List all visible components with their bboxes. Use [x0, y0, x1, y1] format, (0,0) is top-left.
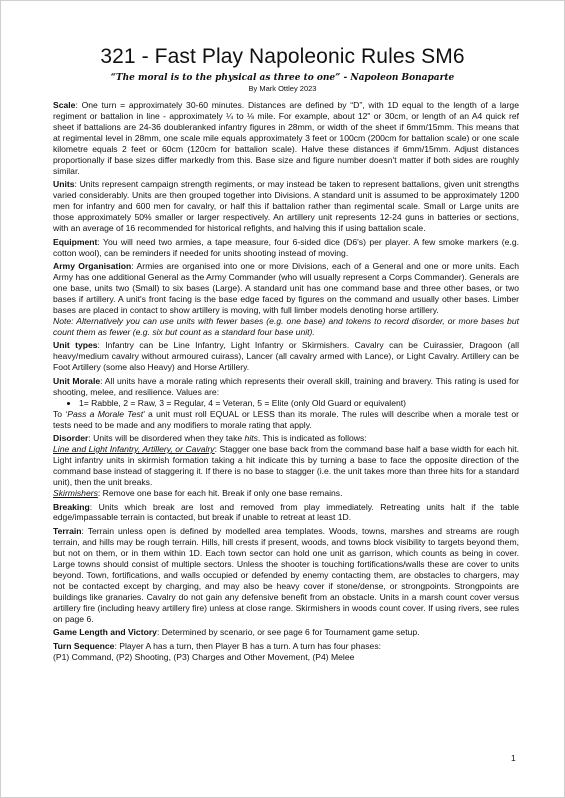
morale-text: : All units have a morale rating which represents their overall skill, training and bravery. This rating is used for shooting, melee, and resilience. Values are: — [53, 375, 519, 397]
disorder-text-b: . This is indicated as follows: — [257, 433, 367, 444]
types-text: : Infantry can be Line Infantry, Light Infantry or Skirmishers. Cavalry can be Cuirassier, Dragoon (all heavy/medium cavalry without armoured cuirass), Lancer (all cavalry armed with Lance), or Light Cavalry. Artillery can be Foot Artillery (some also Heavy) and Horse Artillery. — [53, 340, 519, 373]
section-units — [53, 179, 519, 234]
disorder-text-a: : Units will be disordered when they take — [88, 433, 245, 444]
disorder-line-text: : Stagger one base back from the command base half a base width for each hit. Light infantry units in skirmish formation taking a hit indicate this by turning a base to face the opposite direction of the command base instead of staggering it. If there is no base to stagger (i.e. the unit takes more than three hits for a standard unit), then the unit breaks. — [53, 444, 519, 488]
section-breaking — [53, 502, 519, 524]
section-army-organisation — [53, 261, 519, 338]
organisation-note: Note: Alternatively you can use units with fewer bases (e.g. one base) and tokens to record disorder, or more bases but count them as fewer (e.g. six but count as a standard four base unit). — [53, 315, 519, 337]
disorder-hits-term: hits — [244, 433, 258, 444]
section-disorder — [53, 433, 519, 499]
disorder-heading: Disorder — [53, 433, 89, 444]
morale-test-term: Pass a Morale Test — [67, 408, 144, 419]
page-number: 1 — [511, 753, 516, 763]
section-unit-types — [53, 340, 519, 373]
morale-test-prefix: To ‘ — [53, 408, 68, 419]
scale-text: : One turn = approximately 30-60 minutes. Distances are defined by “D”, with 1D equal to the length of a large regiment or battalion in line - approximately ¼ to ⅛ mile. For example, about 12" or 30cm, or length of an A4 quick ref sheet if battalions are 24-36 doubleranked infantry figures in 28mm, or width of the sheet if 6mm/15mm. This means that at regimental level in 28mm, one scale mile equals approximately 3 feet or 100cm (200cm for battalion scale) or one scale kilometre equals 2 feet or 60cm (120cm for battalion scale). Halve these distances if 6mm/15mm. Adjust distances proportionally if base sizes differ markedly from this. Base size and figure number doesn't matter if both sides are roughly similar. — [53, 100, 519, 176]
types-heading: Unit types — [53, 340, 98, 351]
breaking-text: : Units which break are lost and removed from play immediately. Retreating units halt if the table edge/impassable terrain is contacted, but break if unable to retreat at least 1D. — [53, 501, 519, 523]
section-scale — [53, 100, 519, 177]
length-heading: Game Length and Victory — [53, 627, 157, 638]
sequence-text: : Player A has a turn, then Player B has a turn. A turn has four phases: — [114, 640, 382, 651]
morale-list — [53, 398, 519, 409]
disorder-skirmisher-label: Skirmishers — [53, 487, 98, 498]
section-unit-morale — [53, 376, 519, 431]
section-turn-sequence — [53, 641, 519, 663]
length-text: : Determined by scenario, or see page 6 for Tournament game setup. — [156, 627, 420, 638]
organisation-heading: Army Organisation — [53, 261, 132, 272]
terrain-text: : Terrain unless open is defined by modelled area templates. Woods, towns, marshes and streams are rough terrain, and hills may be rough terrain. Hills, hill crests if present, woods, and towns block visibility to targets beyond them, but not on them, or in them within 1D. Each town sector can hold one unit as garrison, which counts as being in cover. Large towns should consist of multiple sectors. Unless the shooter is touching fortifications/walls these are cover to units beyond. Town, fortifications, and walls occupied or defended by enemy contacting them, are obstacles to chargers, may not be contacted except by charging, and may also be heavy cover if stone/dense, or strongpoints. Strongpoints are buildings like granaries. Cavalry do not gain any defensive benefit from an obstacle. Units in a marsh count cover versus artillery fire (including heavy artillery fire) unless at close range. Skirmishers in woods count cover. If using rivers, see rules on page 6. — [53, 526, 519, 624]
scale-heading: Scale — [53, 100, 76, 110]
units-heading: Units — [53, 179, 75, 190]
terrain-heading: Terrain — [53, 526, 82, 537]
rules-body — [53, 100, 519, 665]
disorder-line-label: Line and Light Infantry, Artillery, or Cavalry — [53, 444, 215, 455]
section-equipment — [53, 237, 519, 259]
breaking-heading: Breaking — [53, 501, 90, 512]
sequence-heading: Turn Sequence — [53, 640, 115, 651]
section-game-length — [53, 627, 519, 638]
page-title: 321 - Fast Play Napoleonic Rules SM6 — [100, 45, 465, 68]
equipment-text: : You will need two armies, a tape measure, four 6-sided dice (D6's) per player. A few smoke markers (e.g. cotton wool), can be reminders if needed for units shooting instead of moving. — [53, 236, 519, 258]
morale-values-item: • 1= Rabble, 2 = Raw, 3 = Regular, 4 = Veteran, 5 = Elite (only Old Guard or equivalent) — [79, 398, 519, 409]
author-byline: By Mark Ottley 2023 — [248, 84, 317, 93]
morale-test-text: ’ a unit must roll EQUAL or LESS than its morale. The rules will describe when a morale test or tests need to be made and any modifiers to morale rating that apply. — [53, 408, 519, 430]
organisation-text: : Armies are organised into one or more Divisions, each of a General and one or more units. Each Army has one additional General as the Army Commander (who will usually represent a Corps Commander). Generals are one base, units two (Small) to six bases (Large). A standard unit has one command base and three other bases, or two bases if artillery. A unit's front facing is the base edge faced by figures on the command and usually other bases. Limber bases are placed in contact to show artillery is moving, with full limber models denoting horse artillery. — [53, 261, 519, 315]
equipment-heading: Equipment — [53, 236, 98, 247]
disorder-skirmisher-text: : Remove one base for each hit. Break if only one base remains. — [97, 487, 343, 498]
units-text: : Units represent campaign strength regiments, or may instead be taken to represent battalions, given unit strengths varied considerably. Units are then grouped together into Divisions. A standard unit is assumed to be approximately 1200 men for infantry and 600 men for cavalry, or half this if battalion rather than regimental scale. Small or Large units are those approximately 50% smaller or larger respectively. An artillery unit represents 12-24 guns in batteries or sections, with an average of 16 recommended for historical refights, and halving this if using battalion scale. — [53, 179, 519, 234]
sequence-phases: (P1) Command, (P2) Shooting, (P3) Charges and Other Movement, (P4) Melee — [53, 651, 355, 662]
napoleon-quote: “The moral is to the physical as three to one” - Napoleon Bonaparte — [110, 73, 455, 83]
morale-heading: Unit Morale — [53, 375, 101, 386]
section-terrain — [53, 526, 519, 625]
